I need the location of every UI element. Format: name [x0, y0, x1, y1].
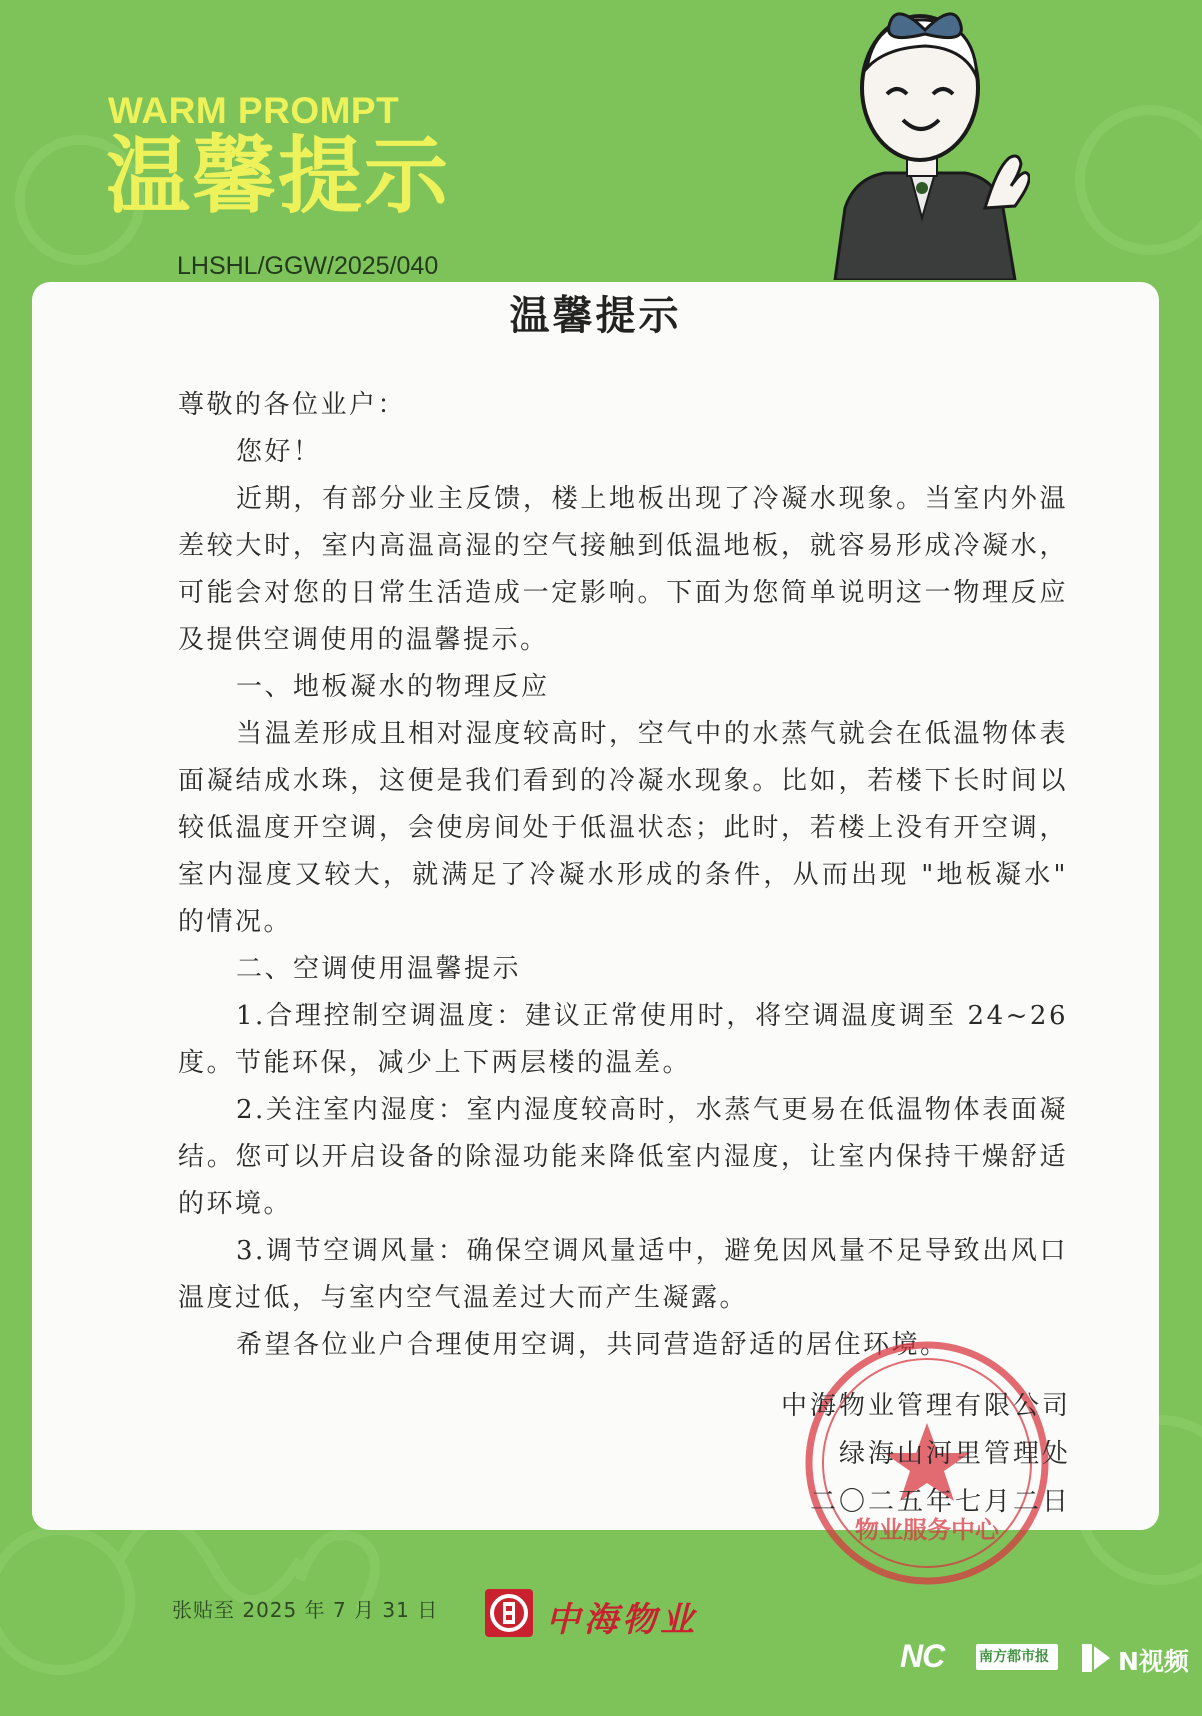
brand-logo-icon — [484, 1588, 534, 1638]
notice-title: 温馨提示 — [509, 293, 682, 339]
nd-mark: NC — [900, 1638, 945, 1674]
signature-office: 绿海山河里管理处 — [838, 1439, 1071, 1469]
nv-play-icon — [1078, 1640, 1114, 1676]
nv-text: N视频 — [1118, 1647, 1189, 1676]
posted-until-date: 张贴至 2025 年 7 月 31 日 — [172, 1598, 439, 1622]
notice-paper — [32, 282, 1159, 1544]
header-title-cn: 温馨提示 — [106, 127, 451, 225]
intro-paragraph: 近期，有部分业主反馈，楼上地板出现了冷凝水现象。当室内外温差较大时，室内高温高湿的空气接触到低温地板，就容易形成冷凝水，可能会对您的日常生活造成一定影响。下面为您简单说明这一物理反应及提供空调使用的温馨提示。 — [178, 484, 1068, 655]
header-title-en: WARM PROMPT — [108, 90, 400, 131]
tip-3: 3.调节空调风量：确保空调风量适中，避免因风量不足导致出风口温度过低，与室内空气温差过大而产生凝露。 — [178, 1236, 1068, 1313]
signature-block — [781, 1382, 1071, 1526]
greeting: 您好！ — [236, 437, 322, 467]
stamp-text: 物业服务中心 — [855, 1516, 999, 1544]
signature-company: 中海物业管理有限公司 — [780, 1391, 1071, 1421]
brand-name: 中海物业 — [546, 1600, 698, 1640]
mascot-illustration — [815, 8, 1030, 280]
tip-1: 1.合理控制空调温度：建议正常使用时，将空调温度调至 24~26 度。节能环保，减少上下两层楼的温差。 — [178, 1001, 1068, 1078]
section1-paragraph: 当温差形成且相对湿度较高时，空气中的水蒸气就会在低温物体表面凝结成水珠，这便是我们看到的冷凝水现象。比如，若楼下长时间以较低温度开空调，会使房间处于低温状态；此时，若楼上没有开空调，室内湿度又较大，就满足了冷凝水形成的条件，从而出现 "地板凝水" 的情况。 — [178, 719, 1068, 937]
signature-date: 二〇二五年七月二日 — [809, 1487, 1071, 1517]
section1-heading: 一、地板凝水的物理反应 — [236, 672, 550, 702]
salutation: 尊敬的各位业户： — [178, 390, 407, 420]
nd-badge-text: 南方都市报 — [979, 1649, 1049, 1665]
tip-2: 2.关注室内湿度：室内湿度较高时，水蒸气更易在低温物体表面凝结。您可以开启设备的除湿功能来降低室内湿度，让室内保持干燥舒适的环境。 — [178, 1095, 1068, 1219]
notice-body — [178, 382, 1068, 1369]
document-code: LHSHL/GGW/2025/040 — [177, 252, 439, 280]
section2-heading: 二、空调使用温馨提示 — [236, 954, 522, 984]
closing-paragraph: 希望各位业户合理使用空调，共同营造舒适的居住环境。 — [236, 1330, 949, 1360]
